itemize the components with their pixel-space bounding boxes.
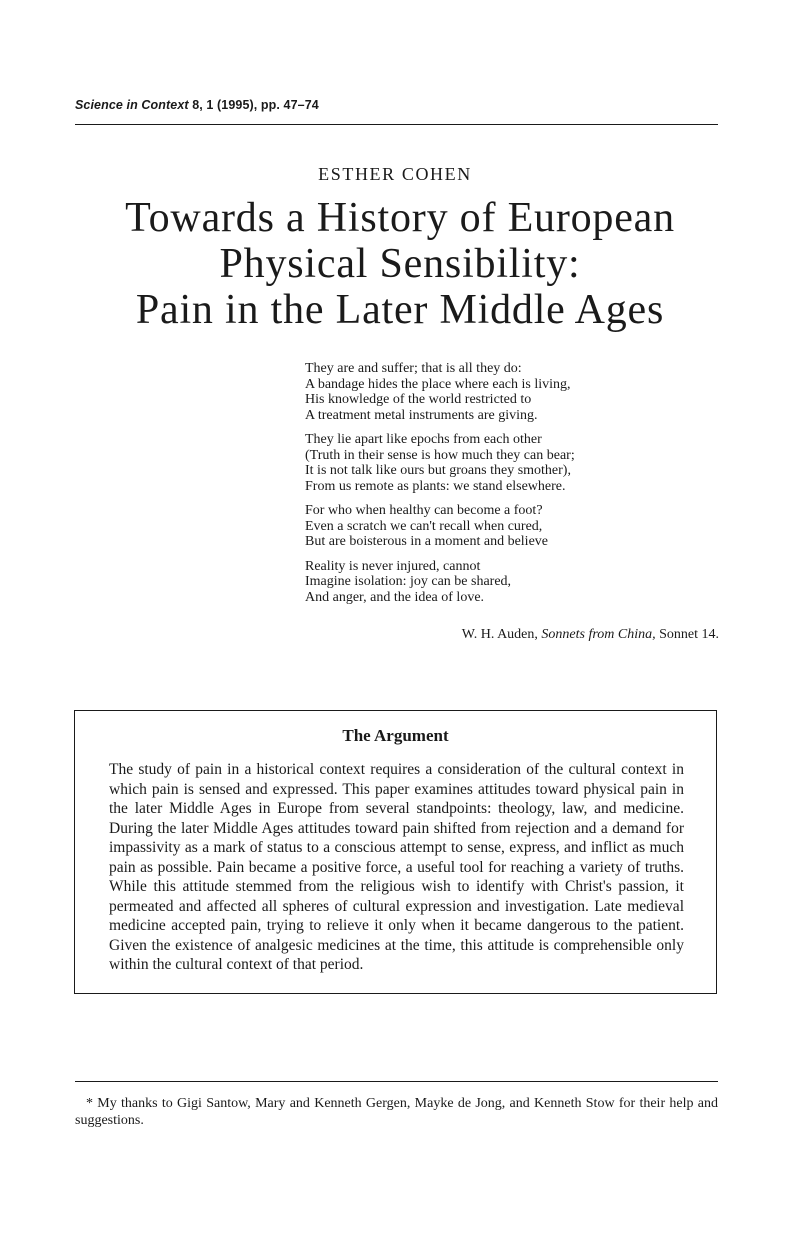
poem-line: Even a scratch we can't recall when cured,	[305, 518, 543, 534]
attribution-author: W. H. Auden,	[461, 627, 538, 642]
title-line: Physical Sensibility:	[219, 241, 581, 287]
poem-line: It is not talk like ours but groans they smother),	[305, 463, 571, 478]
title-line: Towards a History of European	[125, 195, 675, 241]
poem-stanza	[305, 503, 725, 550]
poem-stanza	[305, 432, 725, 494]
poem-line: From us remote as plants: we stand elsewhere.	[305, 478, 566, 494]
journal-citation: 8, 1 (1995), pp. 47–74	[192, 98, 319, 112]
poem-line: For who when healthy can become a foot?	[305, 503, 543, 518]
attribution-detail: Sonnet 14.	[659, 627, 719, 642]
argument-abstract: The study of pain in a historical context requires a consideration of the cultural context in which pain is sensed and expressed. This paper examines attitudes toward physical pain in the later Middle Ages in Europe from several standpoints: theology, law, and medicine. During the later Middle Ages attitudes toward pain shifted from rejection and a demand for impassivity as a mark of status to a conscious attempt to sense, express, and inflict as much pain as possible. Pain became a positive force, a useful tool for reaching a variety of truths. While this attitude stemmed from the religious wish to identify with Christ's passion, it permeated and affected all spheres of cultural expression and investigation. Late medieval medicine accepted pain, trying to relieve it only when it became dangerous to the patient. Given the existence of analgesic medicines at the time, this attitude is comprehensible only within the cultural context of that period.	[109, 761, 684, 973]
attribution-work: Sonnets from China,	[541, 627, 656, 642]
argument-box	[74, 710, 717, 994]
poem-line: They lie apart like epochs from each other	[305, 432, 542, 447]
poem-line: And anger, and the idea of love.	[305, 589, 485, 605]
article-title	[0, 195, 800, 333]
poem-line: His knowledge of the world restricted to	[305, 392, 532, 407]
poem-line: A bandage hides the place where each is living,	[305, 376, 571, 392]
poem-line: But are boisterous in a moment and believe	[305, 534, 548, 549]
footnote-rule	[75, 1081, 718, 1082]
running-head	[75, 98, 319, 112]
header-rule	[75, 124, 718, 125]
title-line: Pain in the Later Middle Ages	[135, 287, 665, 333]
argument-heading: The Argument	[342, 726, 449, 745]
epigraph-attribution	[305, 627, 719, 643]
poem-stanza	[305, 361, 725, 423]
poem-stanza	[305, 559, 725, 606]
epigraph-poem	[305, 361, 725, 614]
poem-line: (Truth in their sense is how much they can bear;	[305, 447, 575, 463]
journal-name: Science in Context	[75, 98, 189, 112]
poem-line: A treatment metal instruments are giving.	[305, 407, 538, 423]
poem-line: Imagine isolation: joy can be shared,	[305, 574, 512, 589]
acknowledgement-footnote: * My thanks to Gigi Santow, Mary and Kenneth Gergen, Mayke de Jong, and Kenneth Stow for their help and suggestions.	[75, 1096, 718, 1128]
poem-line: They are and suffer; that is all they do:	[305, 361, 522, 376]
author-name: ESTHER COHEN	[318, 164, 472, 184]
poem-line: Reality is never injured, cannot	[305, 558, 481, 574]
